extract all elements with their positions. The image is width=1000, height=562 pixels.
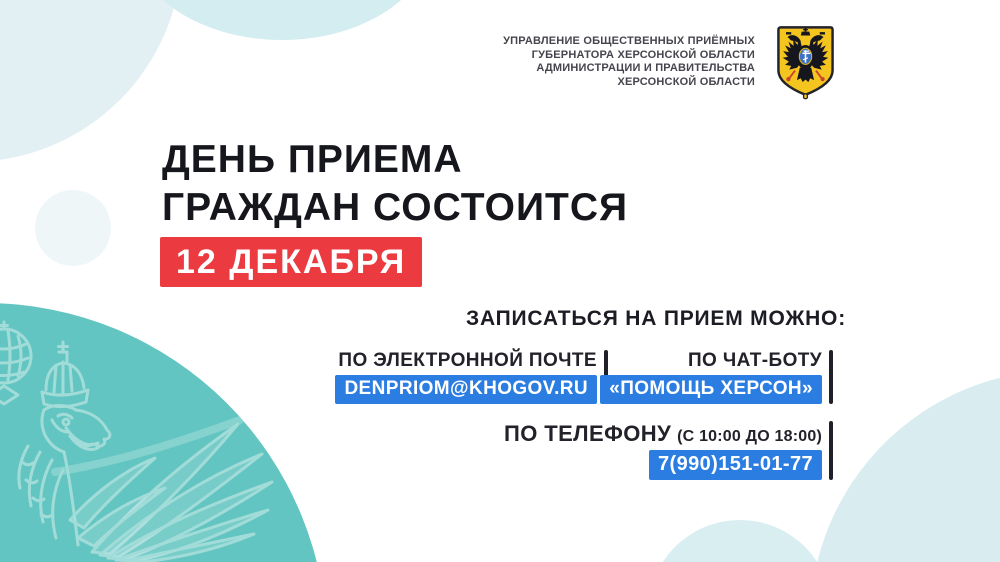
divider-bar — [829, 421, 833, 480]
bg-circle-left-small — [35, 190, 111, 266]
divider-bar — [829, 350, 833, 404]
bg-circle-bottom-right — [810, 370, 1000, 562]
signup-heading: ЗАПИСАТЬСЯ НА ПРИЕМ МОЖНО: — [465, 307, 846, 330]
chatbot-value-badge: «ПОМОЩЬ ХЕРСОН» — [600, 375, 822, 404]
phone-value-badge: 7(990)151-01-77 — [649, 450, 822, 480]
org-header — [503, 35, 755, 89]
date-badge: 12 ДЕКАБРЯ — [160, 237, 422, 287]
bg-ellipse-top-center — [132, 0, 432, 40]
title-line-1: ДЕНЬ ПРИЕМА — [162, 138, 463, 181]
phone-label — [504, 421, 822, 447]
email-label: ПО ЭЛЕКТРОННОЙ ПОЧТЕ — [338, 350, 597, 371]
contact-email — [335, 350, 608, 404]
org-line-3: АДМИНИСТРАЦИИ И ПРАВИТЕЛЬСТВА — [536, 62, 755, 74]
phone-hours-note: (С 10:00 ДО 18:00) — [677, 428, 822, 445]
page-title — [162, 136, 628, 232]
contact-phone — [504, 421, 833, 480]
org-line-1: УПРАВЛЕНИЕ ОБЩЕСТВЕННЫХ ПРИЁМНЫХ — [503, 35, 755, 47]
org-line-2: ГУБЕРНАТОРА ХЕРСОНСКОЙ ОБЛАСТИ — [531, 48, 755, 61]
phone-label-main: ПО ТЕЛЕФОНУ — [504, 421, 672, 446]
title-line-2: ГРАЖДАН СОСТОИТСЯ — [162, 186, 629, 229]
org-line-4: ХЕРСОНСКОЙ ОБЛАСТИ — [617, 75, 755, 88]
bg-circle-top-left — [0, 0, 182, 162]
contact-chatbot — [600, 350, 833, 404]
bg-circle-bottom-center — [648, 520, 832, 562]
chatbot-label: ПО ЧАТ-БОТУ — [687, 350, 822, 371]
coat-of-arms-icon — [770, 25, 841, 101]
email-value-badge: DENPRIOM@KHOGOV.RU — [335, 375, 597, 404]
